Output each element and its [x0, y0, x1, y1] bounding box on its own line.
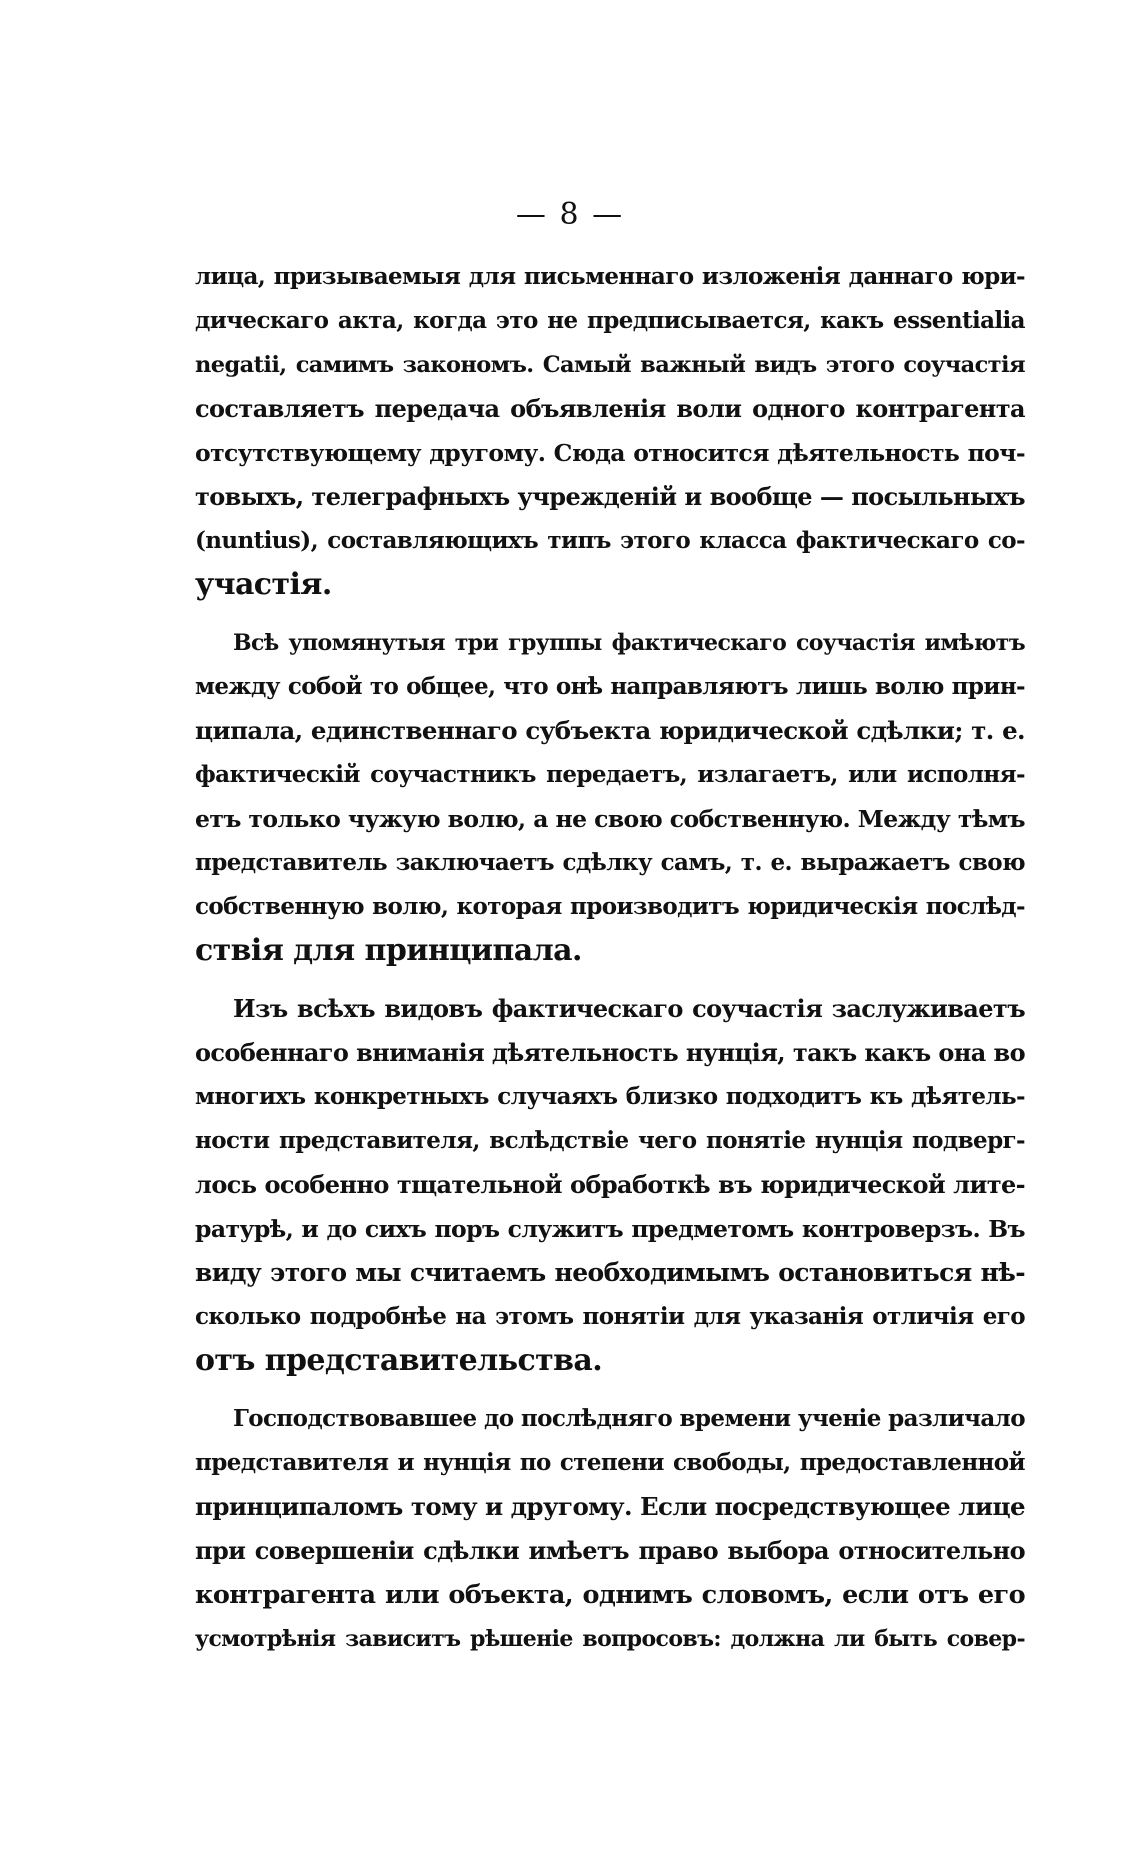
page-number: — 8 — [515, 197, 625, 232]
text-line: лица, призываемыя для письменнаго изложенія даннаго юри- [195, 263, 1025, 290]
text-line: представителя и нунція по степени свободы, предоставленной [195, 1449, 1025, 1476]
text-line: Изъ всѣхъ видовъ фактическаго соучастія заслуживаетъ [233, 994, 1025, 1023]
text-line: фактическій соучастникъ передаетъ, излагаетъ, или исполня- [195, 761, 1025, 788]
text-line: Господствовавшее до послѣдняго времени ученіе различало [233, 1405, 1025, 1432]
text-line: товыхъ, телеграфныхъ учрежденій и вообще — посыльныхъ [195, 482, 1025, 511]
text-line: составляетъ передача объявленія воли одного контрагента [195, 394, 1025, 423]
text-line: ципала, единственнаго субъекта юридической сдѣлки; т. е. [195, 716, 1025, 745]
text-line: етъ только чужую волю, а не свою собственную. Между тѣмъ [195, 805, 1025, 833]
text-line: Всѣ упомянутыя три группы фактическаго соучастія имѣютъ [233, 630, 1025, 656]
text-line: виду этого мы считаемъ необходимымъ остановиться нѣ- [195, 1258, 1025, 1287]
text-line: отсутствующему другому. Сюда относится дѣятельность поч- [195, 439, 1025, 467]
text-line: дическаго акта, когда это не предписывается, какъ essentialia [195, 307, 1025, 334]
text-line: собственную волю, которая производитъ юридическія послѣд- [195, 893, 1025, 920]
text-line: ратурѣ, и до сихъ поръ служитъ предметомъ контроверзъ. Въ [195, 1215, 1025, 1243]
paragraph-1 [195, 255, 1025, 607]
text-line: представитель заключаетъ сдѣлку самъ, т. е. выражаетъ свою [195, 849, 1025, 876]
text-line: сколько подробнѣе на этомъ понятіи для указанія отличія его [195, 1303, 1025, 1330]
text-line: при совершеніи сдѣлки имѣетъ право выбора относительно [195, 1536, 1025, 1565]
text-line: многихъ конкретныхъ случаяхъ близко подходитъ къ дѣятель- [195, 1083, 1025, 1110]
paragraph-4 [195, 1397, 1025, 1661]
text-line: (nuntius), составляющихъ типъ этого класса фактическаго со- [195, 527, 1025, 554]
text-line: ствія для принципала. [195, 933, 582, 968]
text-line: ности представителя, вслѣдствіе чего понятіе нунція подверг- [195, 1127, 1025, 1154]
paragraph-3 [195, 987, 1025, 1383]
text-line: отъ представительства. [195, 1343, 603, 1378]
text-line: negatii, самимъ закономъ. Самый важный видъ этого соучастія [195, 352, 1025, 378]
text-line: усмотрѣнія зависитъ рѣшеніе вопросовъ: должна ли быть совер- [195, 1626, 1025, 1652]
body-text [195, 255, 1025, 1661]
text-line: участія. [195, 567, 332, 602]
text-line: между собой то общее, что онѣ направляютъ лишь волю прин- [195, 673, 1025, 700]
paragraph-2 [195, 621, 1025, 973]
text-line: контрагента или объекта, однимъ словомъ, если отъ его [195, 1580, 1025, 1610]
text-line: принципаломъ тому и другому. Если посредствующее лице [195, 1492, 1025, 1521]
text-line: особеннаго вниманія дѣятельность нунція, такъ какъ она во [195, 1038, 1025, 1067]
text-line: лось особенно тщательной обработкѣ въ юридической лите- [195, 1170, 1025, 1199]
